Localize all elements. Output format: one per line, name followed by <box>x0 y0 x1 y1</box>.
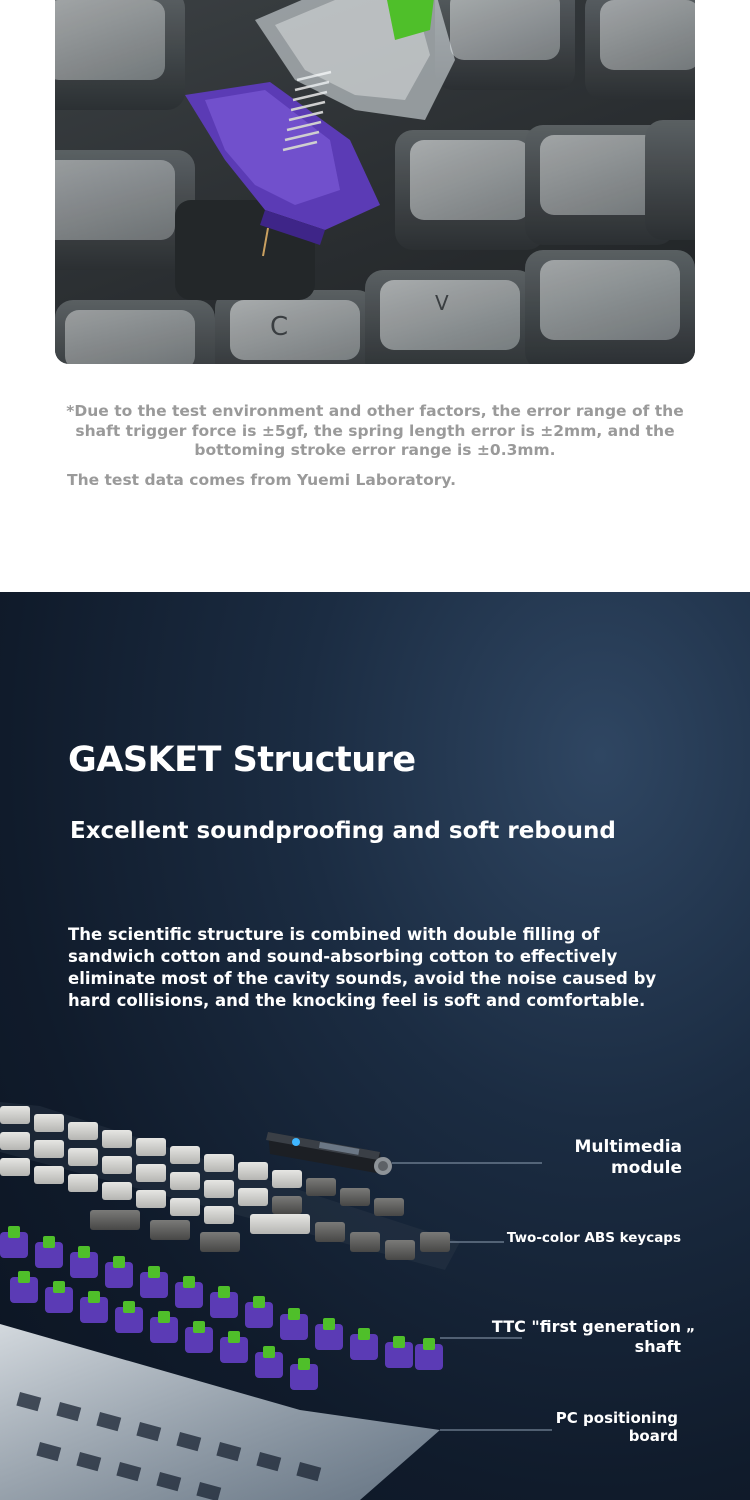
leader-lines <box>392 1163 552 1430</box>
label-pc-plate: PC positioning board <box>555 1409 678 1445</box>
label-multimedia-module: Multimedia module <box>574 1137 682 1178</box>
label-abs-keycaps: Two-color ABS keycaps <box>506 1230 681 1246</box>
gasket-structure-section <box>0 592 750 1500</box>
keycap-legend-c: C <box>270 312 289 342</box>
keyboard-switch-illustration <box>55 0 695 364</box>
keycap-layer <box>0 1102 460 1270</box>
section-title: GASKET Structure <box>68 740 416 780</box>
label-ttc-switch: TTC "first generation shaft <box>491 1317 681 1356</box>
label-ttc-switch-quote: „ <box>686 1319 696 1335</box>
switch-closeup-photo <box>55 0 695 364</box>
test-data-source: The test data comes from Yuemi Laboratory. <box>67 471 456 489</box>
section-subtitle: Excellent soundproofing and soft rebound <box>70 818 616 844</box>
keycap-legend-v: V <box>435 291 449 315</box>
multimedia-module-icon <box>266 1132 392 1175</box>
switch-detail-section <box>0 0 750 592</box>
section-description: The scientific structure is combined with double filling of sandwich cotton and sound-absorbing cotton to effectively eliminate most of the cavity sounds, avoid the noise caused by hard collisions, and the knocking feel is soft and comfortable. <box>68 925 657 1010</box>
test-disclaimer-note: *Due to the test environment and other factors, the error range of the shaft trigger force is ±5gf, the spring length error is ±2mm, and the bottoming stroke error range is ±0.3mm. <box>66 402 684 459</box>
